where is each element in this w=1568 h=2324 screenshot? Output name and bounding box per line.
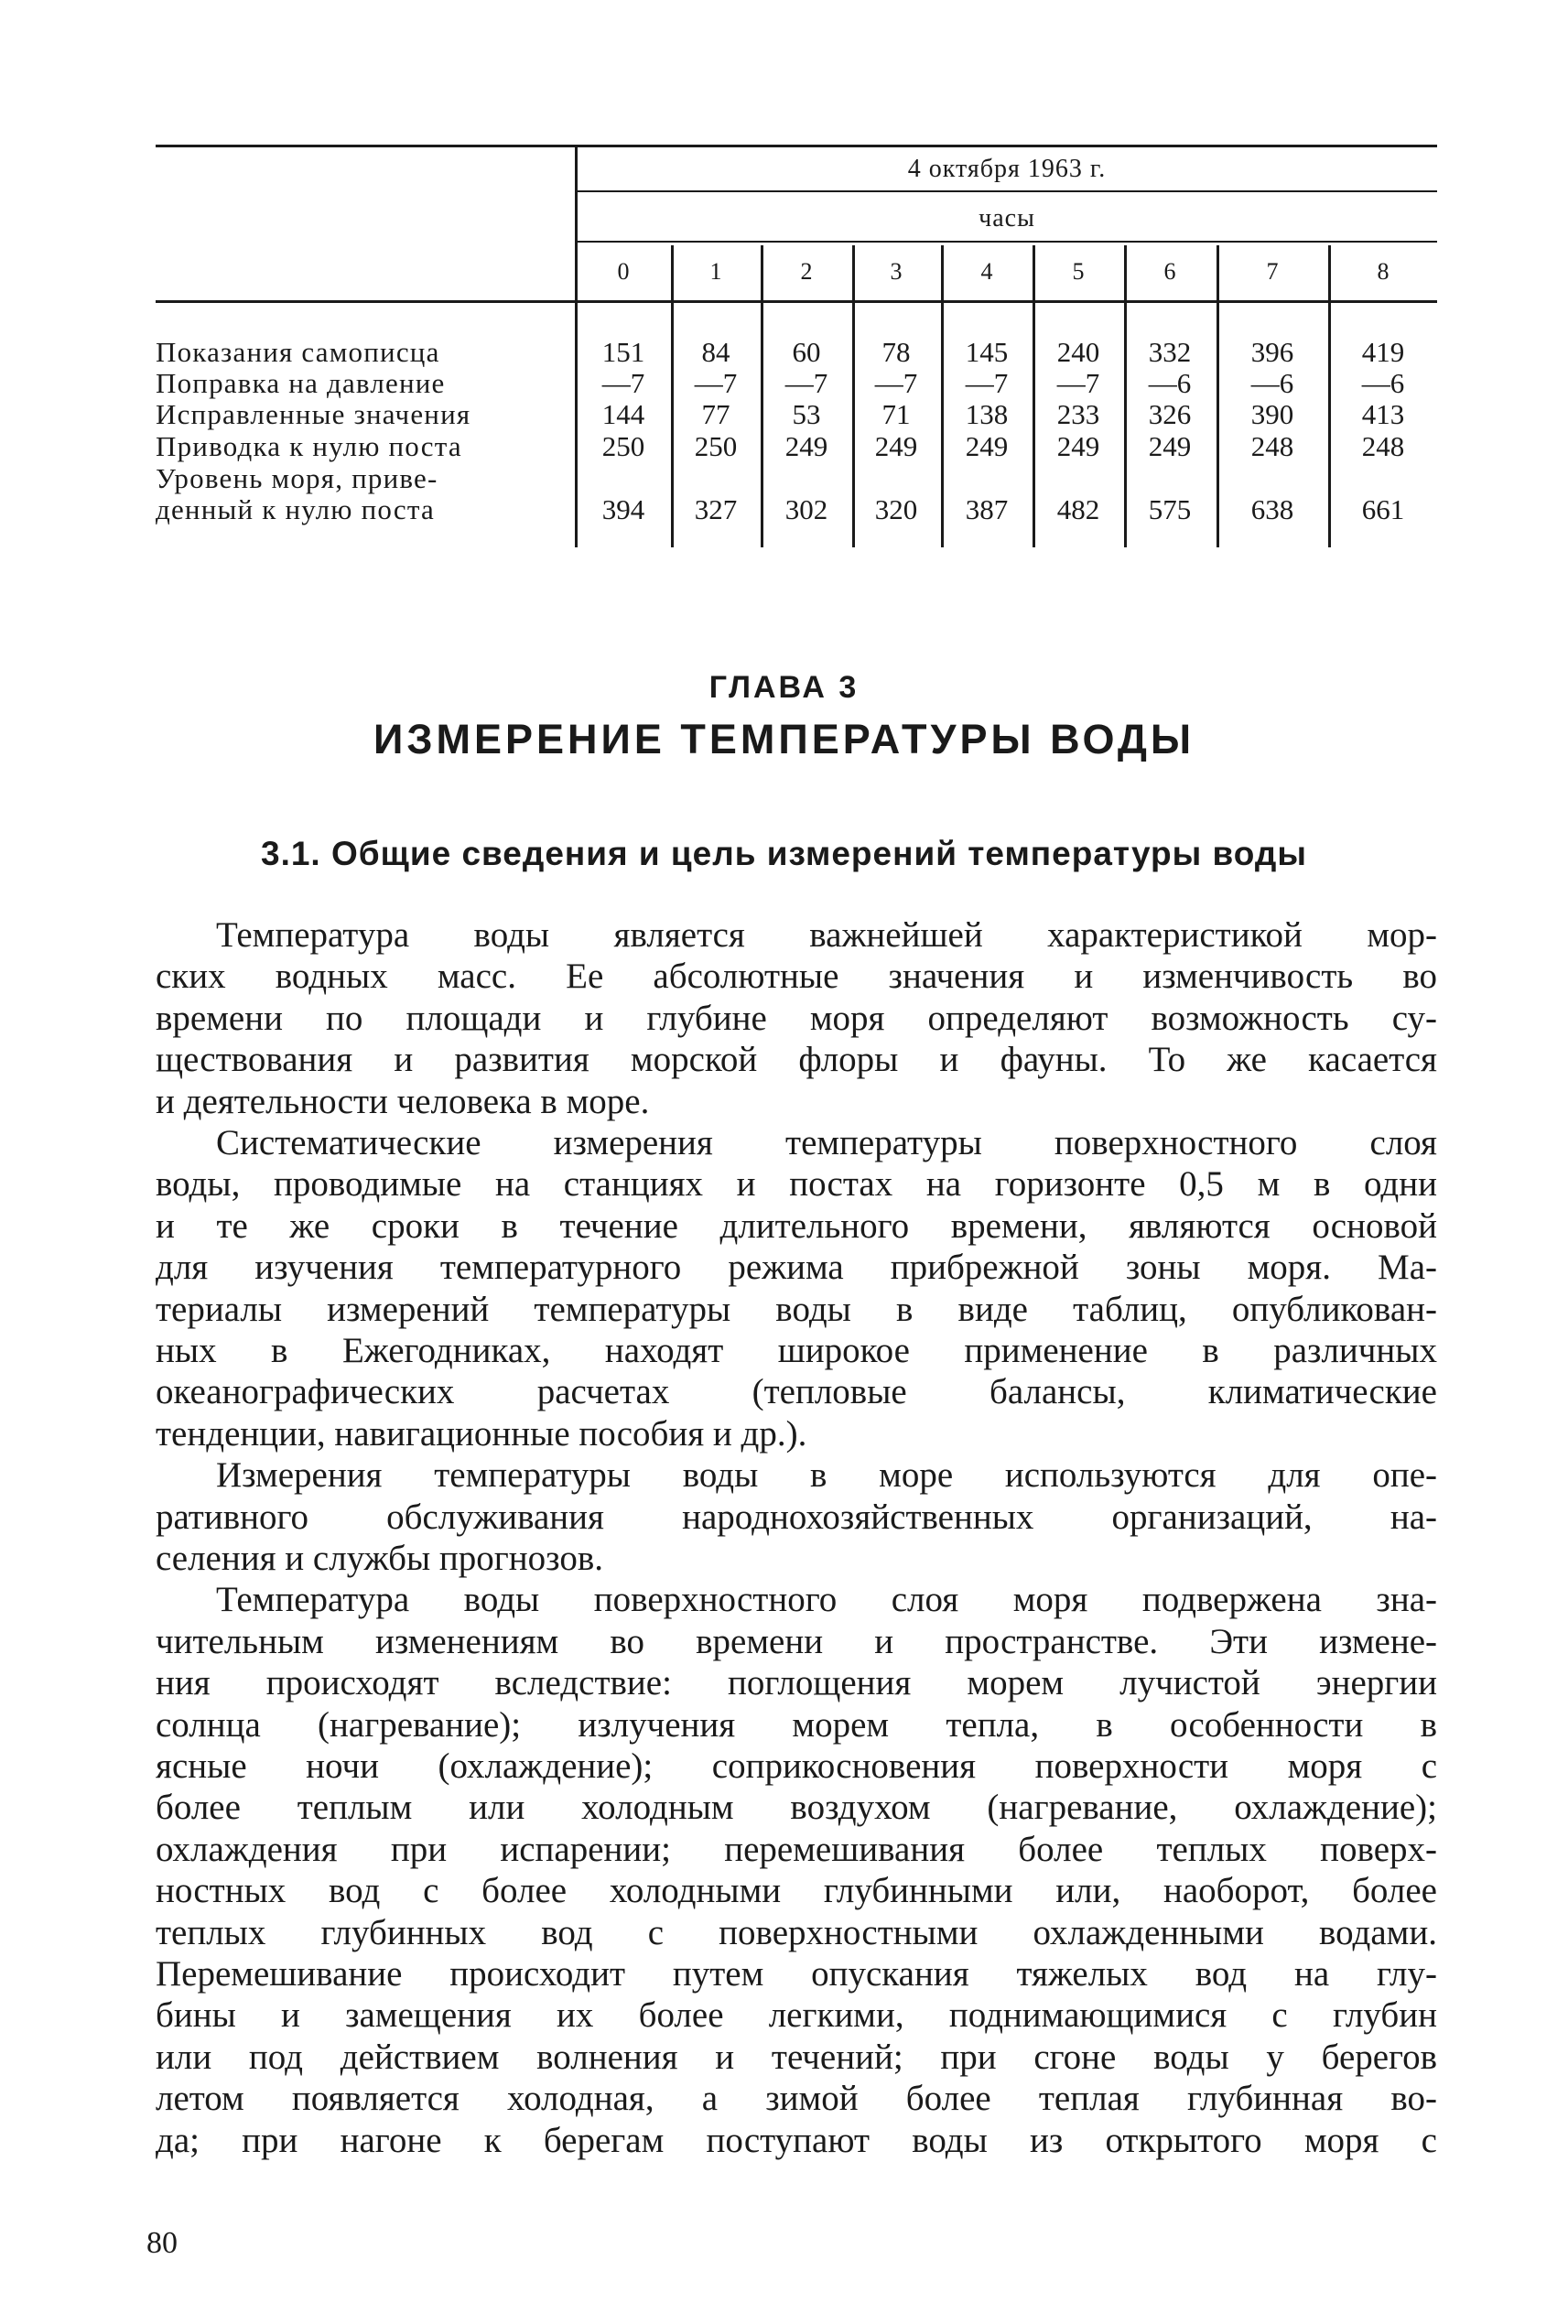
table-cell: 661 — [1361, 493, 1405, 525]
text-line: Измерения температуры воды в море используются для опе- — [216, 1455, 1437, 1496]
table-cell: 387 — [965, 493, 1009, 525]
text-line: ративного обслуживания народнохозяйственных организаций, на- — [156, 1497, 1437, 1537]
text-line: теплых глубинных вод с поверхностными охлажденными водами. — [156, 1912, 1437, 1952]
text-line: и деятельности человека в море. — [156, 1081, 650, 1121]
table-cell: 240 — [1056, 336, 1100, 368]
table-cell: 138 — [965, 398, 1009, 430]
table-cell: 248 — [1250, 430, 1294, 462]
table-cell: 326 — [1148, 398, 1192, 430]
table-unit: часы — [979, 204, 1035, 232]
table-cell: 332 — [1148, 336, 1192, 368]
text-line: тенденции, навигационные пособия и др.). — [156, 1413, 807, 1454]
date-rule — [577, 190, 1437, 192]
row-label: Исправленные значения — [156, 398, 471, 430]
table-cell: 638 — [1250, 493, 1294, 525]
text-line: Систематические измерения температуры поверхностного слоя — [216, 1123, 1437, 1162]
text-line: и те же сроки в течение длительного времени, являются основой — [156, 1205, 1437, 1246]
table-cell: 249 — [874, 430, 918, 462]
table-cell: —7 — [874, 367, 918, 399]
hour-header: 8 — [1377, 258, 1390, 285]
text-line: ных в Ежегодниках, находят широкое применение в различных — [156, 1331, 1437, 1370]
text-line: воды, проводимые на станциях и постах на горизонте 0,5 м в одни — [156, 1164, 1437, 1205]
table-cell: 390 — [1250, 398, 1294, 430]
table-cell: —6 — [1148, 367, 1192, 399]
table-cell: —7 — [1056, 367, 1100, 399]
table-cell: 249 — [784, 430, 828, 462]
text-line: ностных вод с более холодными глубинными или, наоборот, более — [156, 1871, 1437, 1911]
table-cell: —7 — [601, 367, 645, 399]
column-rule — [1217, 245, 1219, 547]
table-cell: 575 — [1148, 493, 1192, 525]
section-title: 3.1. Общие сведения и цель измерений температуры воды — [261, 835, 1307, 872]
table-top-rule — [156, 145, 1437, 147]
text-line: Температура воды поверхностного слоя моря подвержена зна- — [216, 1580, 1437, 1620]
column-rule — [671, 245, 674, 547]
table-cell: —7 — [965, 367, 1009, 399]
text-line: ния происходят вследствие: поглощения морем лучистой энергии — [156, 1663, 1437, 1703]
table-cell: 151 — [601, 336, 645, 368]
table-cell: 394 — [601, 493, 645, 525]
text-line: ясные ночи (охлаждение); соприкосновения поверхности моря с — [156, 1746, 1437, 1786]
row-label: Поправка на давление — [156, 367, 446, 399]
table-cell: 413 — [1361, 398, 1405, 430]
text-line: териалы измерений температуры воды в виде таблиц, опубликован- — [156, 1289, 1437, 1329]
hour-header: 0 — [617, 258, 630, 285]
column-rule — [761, 245, 763, 547]
column-rule — [1124, 245, 1127, 547]
table-cell: 144 — [601, 398, 645, 430]
table-cell: —7 — [694, 367, 738, 399]
column-rule — [1033, 245, 1035, 547]
unit-rule — [577, 241, 1437, 243]
row-label: Приводка к нулю поста — [156, 430, 462, 462]
hour-header: 5 — [1072, 258, 1085, 285]
table-cell: 482 — [1056, 493, 1100, 525]
text-line: более теплым или холодным воздухом (нагревание, охлаждение); — [156, 1788, 1437, 1828]
table-cell: 84 — [701, 336, 730, 368]
row-label: денный к нулю поста — [156, 493, 435, 525]
table-cell: 396 — [1250, 336, 1294, 368]
table-cell: 327 — [694, 493, 738, 525]
sea-level-table — [156, 145, 1437, 557]
text-line: летом появляется холодная, а зимой более теплая глубинная во- — [156, 2079, 1437, 2119]
table-cell: —6 — [1250, 367, 1294, 399]
row-label: Показания самописца — [156, 336, 440, 368]
table-cell: 145 — [965, 336, 1009, 368]
chapter-title: ИЗМЕРЕНИЕ ТЕМПЕРАТУРЫ ВОДЫ — [373, 716, 1195, 762]
hour-header: 2 — [800, 258, 813, 285]
table-cell: 60 — [792, 336, 821, 368]
table-date: 4 октября 1963 г. — [907, 155, 1107, 183]
text-line: океанографических расчетах (тепловые балансы, климатические — [156, 1372, 1437, 1412]
text-line: да; при нагоне к берегам поступают воды из открытого моря с — [156, 2120, 1437, 2160]
column-rule — [941, 245, 944, 547]
page-number: 80 — [146, 2226, 178, 2260]
text-line: чительным изменениям во времени и пространстве. Эти измене- — [156, 1621, 1437, 1661]
table-cell: 249 — [1148, 430, 1192, 462]
text-line: солнца (нагревание); излучения морем тепла, в особенности в — [156, 1704, 1437, 1745]
table-cell: 320 — [874, 493, 918, 525]
row-label: Уровень моря, приве- — [156, 462, 438, 494]
text-line: ских водных масс. Ее абсолютные значения и изменчивость во — [156, 957, 1437, 997]
text-line: ществования и развития морской флоры и фауны. То же касается — [156, 1040, 1437, 1080]
text-line: времени по площади и глубине моря определяют возможность су- — [156, 998, 1437, 1038]
hour-header: 3 — [890, 258, 903, 285]
text-line: Перемешивание происходит путем опускания тяжелых вод на глу- — [156, 1954, 1437, 1994]
text-line: для изучения температурного режима прибрежной зоны моря. Ма- — [156, 1248, 1437, 1288]
table-cell: 53 — [792, 398, 821, 430]
hour-header: 4 — [980, 258, 993, 285]
table-cell: 71 — [881, 398, 911, 430]
table-cell: 249 — [1056, 430, 1100, 462]
text-line: охлаждения при испарении; перемешивания более теплых поверх- — [156, 1829, 1437, 1869]
table-cell: 233 — [1056, 398, 1100, 430]
column-rule — [1328, 245, 1331, 547]
table-cell: —7 — [784, 367, 828, 399]
text-line: бины и замещения их более легкими, поднимающимися с глубин — [156, 1995, 1437, 2036]
text-line: или под действием волнения и течений; при сгоне воды у берегов — [156, 2037, 1437, 2077]
text-line: селения и службы прогнозов. — [156, 1539, 603, 1578]
hour-header: 7 — [1266, 258, 1279, 285]
text-line: Температура воды является важнейшей характеристикой мор- — [216, 915, 1437, 955]
table-cell: 248 — [1361, 430, 1405, 462]
hour-header: 1 — [709, 258, 722, 285]
table-cell: 249 — [965, 430, 1009, 462]
table-cell: 78 — [881, 336, 911, 368]
table-cell: 250 — [694, 430, 738, 462]
table-cell: 419 — [1361, 336, 1405, 368]
header-bottom-rule — [156, 300, 1437, 303]
table-cell: 77 — [701, 398, 730, 430]
chapter-label: ГЛАВА 3 — [708, 670, 860, 705]
table-cell: 250 — [601, 430, 645, 462]
table-cell: —6 — [1361, 367, 1405, 399]
table-cell: 302 — [784, 493, 828, 525]
hour-header: 6 — [1163, 258, 1176, 285]
